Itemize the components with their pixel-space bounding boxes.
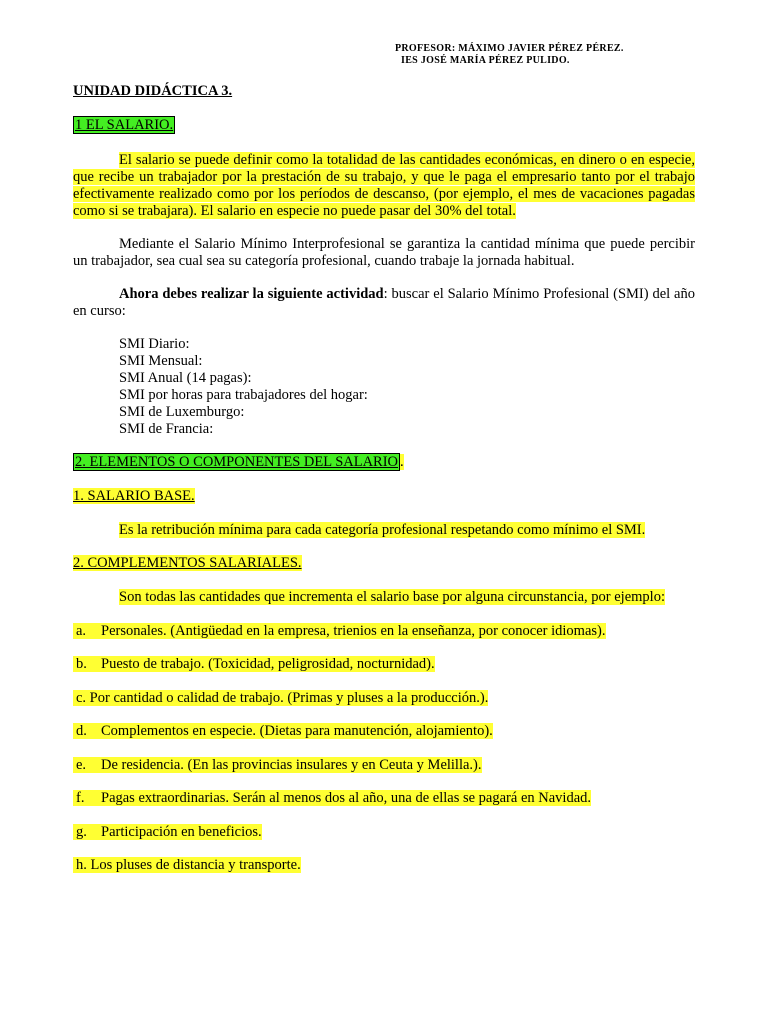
section2-heading-wrap: 2. ELEMENTOS O COMPONENTES DEL SALARIO . <box>75 454 404 470</box>
section1-paragraph1 <box>73 152 695 220</box>
smi-item-annual: SMI Anual (14 pagas): <box>119 370 252 386</box>
unit-title: UNIDAD DIDÁCTICA 3. <box>73 83 233 99</box>
complementos-text: Son todas las cantidades que incrementa el salario base por alguna circunstancia, por ejemplo: <box>119 589 665 605</box>
section2-heading: 2. ELEMENTOS O COMPONENTES DEL SALARIO <box>75 454 399 470</box>
salary-definition-text: El salario se puede definir como la totalidad de las cantidades económicas, en dinero o en especie, que recibe un trabajador por la prestación de su trabajo, y que le paga el empresario tanto por el trabajo efectivamente realizado como por los períodos de descanso, (por ejemplo, el mes de vacaciones pagadas como si se trabajara). El salario en especie no puede pasar del 30% del total. <box>73 152 695 219</box>
list-item: d. Complementos en especie. (Dietas para manutención, alojamiento). <box>73 723 493 740</box>
header-teacher: PROFESOR: MÁXIMO JAVIER PÉREZ PÉREZ. <box>395 43 624 54</box>
smi-item-luxembourg: SMI de Luxemburgo: <box>119 404 245 420</box>
smi-description-text: Mediante el Salario Mínimo Interprofesional se garantiza la cantidad mínima que puede percibir un trabajador, sea cual sea su categoría profesional, cuando trabaje la jornada habitual. <box>73 236 695 269</box>
salario-base-heading: 1. SALARIO BASE. <box>73 488 195 504</box>
section1-paragraph2 <box>73 236 695 270</box>
smi-list <box>73 336 368 438</box>
document-header <box>395 43 624 67</box>
activity-text: : buscar el Salario Mínimo Profesional (SMI) del año en curso: <box>73 286 695 319</box>
sub2-heading-wrap <box>73 555 302 572</box>
list-item: a. Personales. (Antigüedad en la empresa, trienios en la enseñanza, por conocer idiomas). <box>73 623 606 640</box>
list-item: e. De residencia. (En las provincias insulares y en Ceuta y Melilla.). <box>73 757 482 774</box>
header-school: IES JOSÉ MARÍA PÉREZ PULIDO. <box>401 55 570 66</box>
salario-base-text: Es la retribución mínima para cada categoría profesional respetando como mínimo el SMI. <box>119 522 646 538</box>
list-item: g. Participación en beneficios. <box>73 824 262 841</box>
list-item: f. Pagas extraordinarias. Serán al menos dos al año, una de ellas se pagará en Navidad. <box>73 790 591 807</box>
smi-item-france: SMI de Francia: <box>119 421 214 437</box>
sub1-heading-wrap <box>73 488 195 505</box>
sub1-text-wrap <box>73 522 645 539</box>
activity-paragraph <box>73 286 695 320</box>
list-item: c. Por cantidad o calidad de trabajo. (Primas y pluses a la producción.). <box>73 690 488 707</box>
complementos-heading: 2. COMPLEMENTOS SALARIALES. <box>73 555 302 571</box>
activity-label: Ahora debes realizar la siguiente actividad <box>119 286 384 302</box>
section1-heading-wrap <box>73 117 175 134</box>
list-item: h. Los pluses de distancia y transporte. <box>73 857 301 874</box>
sub2-text-wrap <box>73 589 665 606</box>
smi-item-daily: SMI Diario: <box>119 336 190 352</box>
section1-heading: 1 EL SALARIO. <box>75 117 174 133</box>
smi-item-monthly: SMI Mensual: <box>119 353 203 369</box>
smi-item-hourly: SMI por horas para trabajadores del hogar: <box>119 387 368 403</box>
list-item: b. Puesto de trabajo. (Toxicidad, peligrosidad, nocturnidad). <box>73 656 435 673</box>
